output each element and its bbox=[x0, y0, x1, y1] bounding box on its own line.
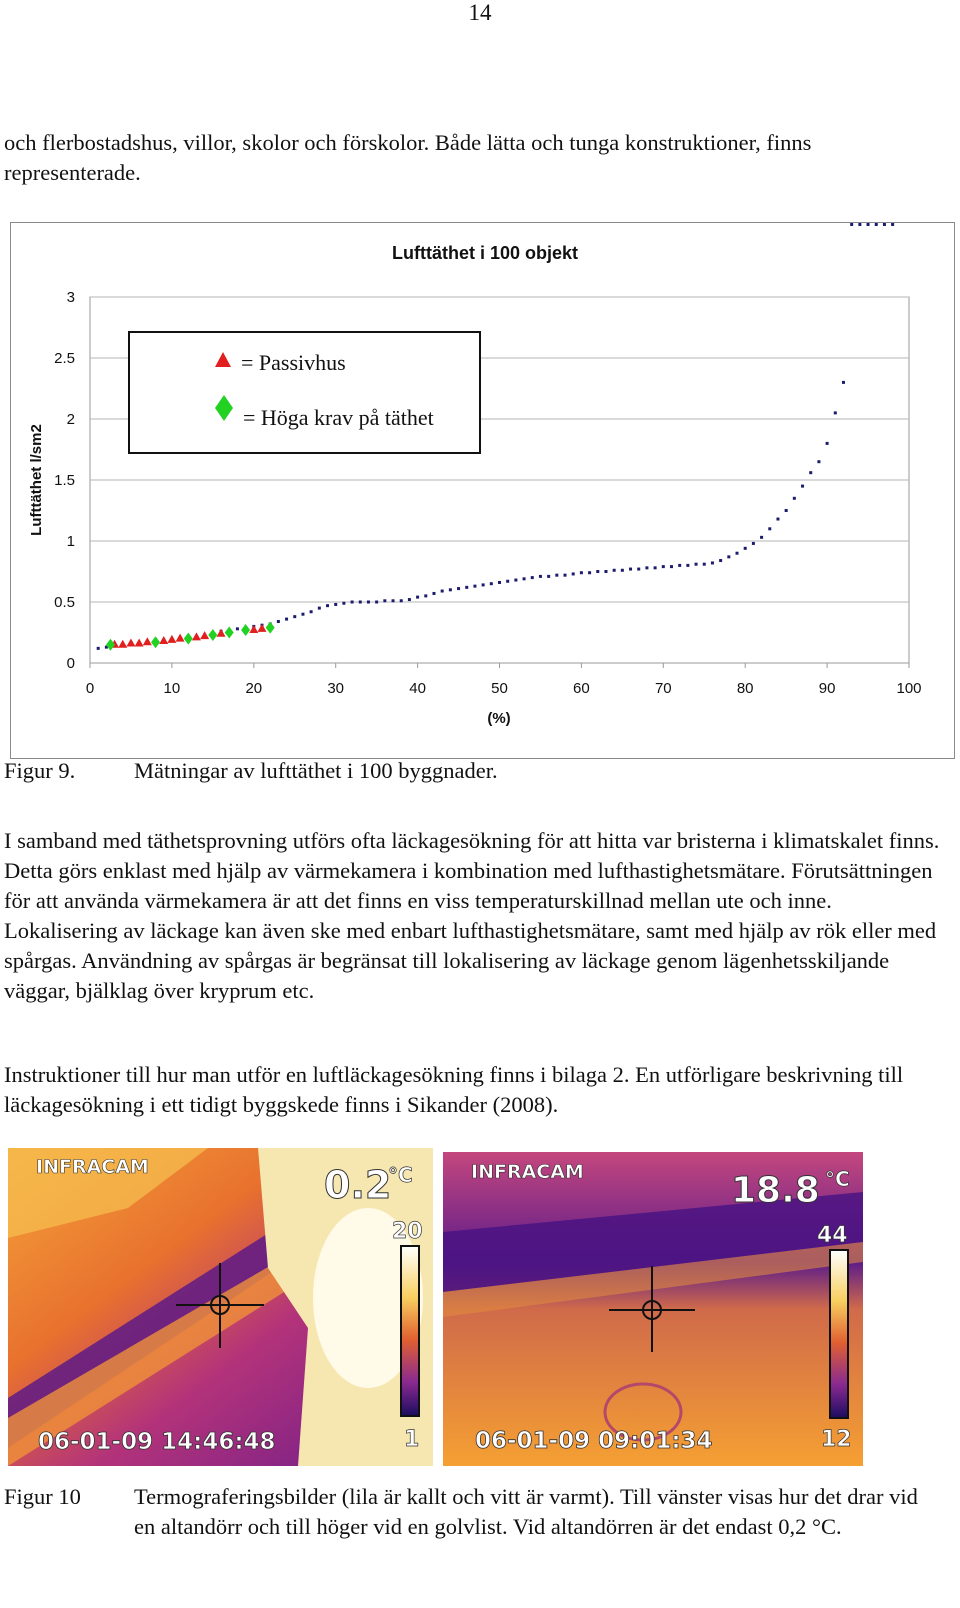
scatter-chart bbox=[11, 223, 954, 758]
data-point-square bbox=[432, 592, 435, 595]
page-number: 14 bbox=[468, 0, 492, 25]
y-tick-label: 3 bbox=[66, 289, 75, 306]
thermal-left-timestamp: 06-01-09 14:46:48 bbox=[38, 1429, 276, 1455]
figure10-caption: Termograferingsbilder (lila är kallt och vitt är varmt). Till vänster visas hur det drar vid en altandörr och till höger vid en golvlist. Vid altandörren är det endast 0,2 °C. bbox=[134, 1484, 918, 1539]
data-point-square bbox=[867, 223, 870, 226]
data-point-square bbox=[711, 561, 714, 564]
chart-title: Lufttäthet i 100 objekt bbox=[391, 243, 579, 263]
data-point-square bbox=[834, 411, 837, 414]
data-point-square bbox=[678, 564, 681, 567]
figure9-caption: Mätningar av lufttäthet i 100 byggnader. bbox=[134, 758, 498, 783]
data-point-square bbox=[531, 576, 534, 579]
data-point-square bbox=[236, 627, 239, 630]
data-point-square bbox=[441, 590, 444, 593]
y-tick-label: 2.5 bbox=[54, 350, 75, 367]
data-point-square bbox=[359, 601, 362, 604]
thermal-image-right bbox=[443, 1152, 863, 1466]
data-point-square bbox=[654, 566, 657, 569]
data-point-square bbox=[826, 442, 829, 445]
data-point-square bbox=[719, 559, 722, 562]
thermal-right-brand: INFRACAM bbox=[471, 1161, 584, 1183]
data-point-square bbox=[564, 574, 567, 577]
y-tick-label: 0.5 bbox=[54, 594, 75, 611]
thermal-left-unit: °C bbox=[388, 1163, 413, 1187]
data-point-square bbox=[342, 602, 345, 605]
data-point-square bbox=[449, 588, 452, 591]
data-point-square bbox=[588, 571, 591, 574]
data-point-square bbox=[670, 565, 673, 568]
data-point-square bbox=[703, 563, 706, 566]
data-point-square bbox=[695, 563, 698, 566]
x-tick-label: 70 bbox=[654, 680, 672, 697]
x-tick-label: 10 bbox=[163, 680, 181, 697]
thermal-right-temp: 18.8 bbox=[731, 1170, 820, 1211]
figure10-label: Figur 10 bbox=[4, 1484, 81, 1509]
x-tick-label: 90 bbox=[818, 680, 836, 697]
data-point-square bbox=[768, 527, 771, 530]
data-point-square bbox=[293, 615, 296, 618]
legend-label-passivhus: = Passivhus bbox=[241, 350, 346, 375]
data-point-square bbox=[334, 603, 337, 606]
data-point-square bbox=[457, 587, 460, 590]
data-point-square bbox=[621, 569, 624, 572]
body-paragraph-leakage: I samband med täthetsprovning utförs ofta läckagesökning för att hitta var bristerna i klimatskalet finns. Detta görs enklast med hjälp av värmekamera i kombination med lufthastighetsmätare. Förutsättningen för att använda värmekamera är att det finns en viss temperaturskillnad mellan ute och inne. Lokalisering av läckage kan även ske med enbart lufthastighetsmätare, samt med hjälp av rök eller med spårgas. Användning av spårgas är begränsat till lokalisering av läckage genom lägenhetsskiljande väggar, bjälklag över kryprum etc. bbox=[4, 828, 940, 1003]
data-point-square bbox=[555, 574, 558, 577]
data-point-square bbox=[514, 579, 517, 582]
data-point-square bbox=[367, 601, 370, 604]
data-point-square bbox=[662, 565, 665, 568]
data-point-square bbox=[424, 594, 427, 597]
data-point-square bbox=[752, 542, 755, 545]
data-point-square bbox=[416, 596, 419, 599]
thermal-left-scale-max: 20 bbox=[392, 1219, 423, 1244]
data-point-square bbox=[613, 569, 616, 572]
data-point-square bbox=[285, 618, 288, 621]
figure9-label: Figur 9. bbox=[4, 758, 76, 783]
thermal-left-brand: INFRACAM bbox=[36, 1156, 149, 1178]
intro-paragraph: och flerbostadshus, villor, skolor och förskolor. Både lätta och tunga konstruktioner, finns representerade. bbox=[4, 130, 812, 185]
data-point-square bbox=[506, 580, 509, 583]
x-tick-label: 100 bbox=[896, 680, 922, 697]
thermal-right-unit: °C bbox=[825, 1167, 850, 1191]
data-point-square bbox=[686, 564, 689, 567]
data-point-square bbox=[310, 610, 313, 613]
data-point-square bbox=[539, 575, 542, 578]
data-point-square bbox=[498, 581, 501, 584]
data-point-square bbox=[326, 604, 329, 607]
data-point-square bbox=[629, 568, 632, 571]
data-point-square bbox=[842, 381, 845, 384]
thermal-left-temp: 0.2 bbox=[324, 1163, 392, 1207]
data-point-square bbox=[809, 471, 812, 474]
x-tick-label: 60 bbox=[573, 680, 590, 697]
y-tick-label: 2 bbox=[66, 411, 75, 428]
x-tick-labels bbox=[86, 680, 922, 697]
x-tick-label: 30 bbox=[327, 680, 345, 697]
data-point-square bbox=[604, 570, 607, 573]
data-point-square bbox=[490, 582, 493, 585]
data-point-square bbox=[858, 223, 861, 226]
x-tick-label: 50 bbox=[491, 680, 508, 697]
data-point-square bbox=[318, 607, 321, 610]
data-point-square bbox=[875, 223, 878, 226]
y-axis-label: Lufttäthet l/sm2 bbox=[28, 424, 45, 536]
thermal-left-scale-min: 1 bbox=[404, 1427, 420, 1452]
data-point-square bbox=[736, 552, 739, 555]
data-point-square bbox=[637, 568, 640, 571]
x-tick-label: 80 bbox=[736, 680, 754, 697]
data-point-square bbox=[301, 613, 304, 616]
data-point-square bbox=[465, 586, 468, 589]
x-axis-label: (%) bbox=[487, 710, 511, 727]
data-point-square bbox=[473, 585, 476, 588]
x-tick-label: 20 bbox=[245, 680, 263, 697]
data-point-square bbox=[580, 571, 583, 574]
data-point-square bbox=[351, 601, 354, 604]
data-point-square bbox=[482, 583, 485, 586]
data-point-square bbox=[572, 572, 575, 575]
legend bbox=[129, 332, 480, 453]
y-tick-label: 1 bbox=[66, 533, 75, 550]
data-point-square bbox=[645, 566, 648, 569]
data-point-square bbox=[785, 509, 788, 512]
data-point-square bbox=[883, 223, 886, 226]
data-point-square bbox=[793, 497, 796, 500]
data-point-square bbox=[383, 599, 386, 602]
data-point-square bbox=[727, 555, 730, 558]
data-point-square bbox=[596, 570, 599, 573]
data-point-square bbox=[392, 599, 395, 602]
x-tick-label: 40 bbox=[409, 680, 426, 697]
data-point-square bbox=[744, 547, 747, 550]
data-point-square bbox=[547, 575, 550, 578]
y-tick-label: 1.5 bbox=[54, 472, 75, 489]
y-tick-labels bbox=[54, 289, 75, 672]
data-point-square bbox=[891, 223, 894, 226]
data-point-square bbox=[400, 599, 403, 602]
thermal-right-scale-max: 44 bbox=[817, 1223, 848, 1248]
thermal-image-left bbox=[8, 1148, 433, 1466]
data-point-square bbox=[408, 598, 411, 601]
body-paragraph-instructions: Instruktioner till hur man utför en luftläckagesökning finns i bilaga 2. En utförligare beskrivning till läckagesökning i ett tidigt byggskede finns i Sikander (2008). bbox=[4, 1062, 904, 1117]
data-point-square bbox=[760, 536, 763, 539]
data-point-square bbox=[817, 460, 820, 463]
thermal-right-timestamp: 06-01-09 09:01:34 bbox=[475, 1428, 713, 1454]
data-point-square bbox=[523, 577, 526, 580]
thermal-right-scale-min: 12 bbox=[821, 1427, 852, 1452]
data-point-square bbox=[97, 647, 100, 650]
data-point-square bbox=[801, 485, 804, 488]
legend-label-hoga-krav: = Höga krav på täthet bbox=[243, 405, 434, 430]
data-point-square bbox=[850, 223, 853, 226]
data-point-square bbox=[776, 518, 779, 521]
x-tick-label: 0 bbox=[85, 680, 95, 697]
data-point-square bbox=[277, 620, 280, 623]
data-point-square bbox=[375, 601, 378, 604]
y-tick-label: 0 bbox=[66, 655, 75, 672]
chart-container bbox=[10, 222, 955, 759]
